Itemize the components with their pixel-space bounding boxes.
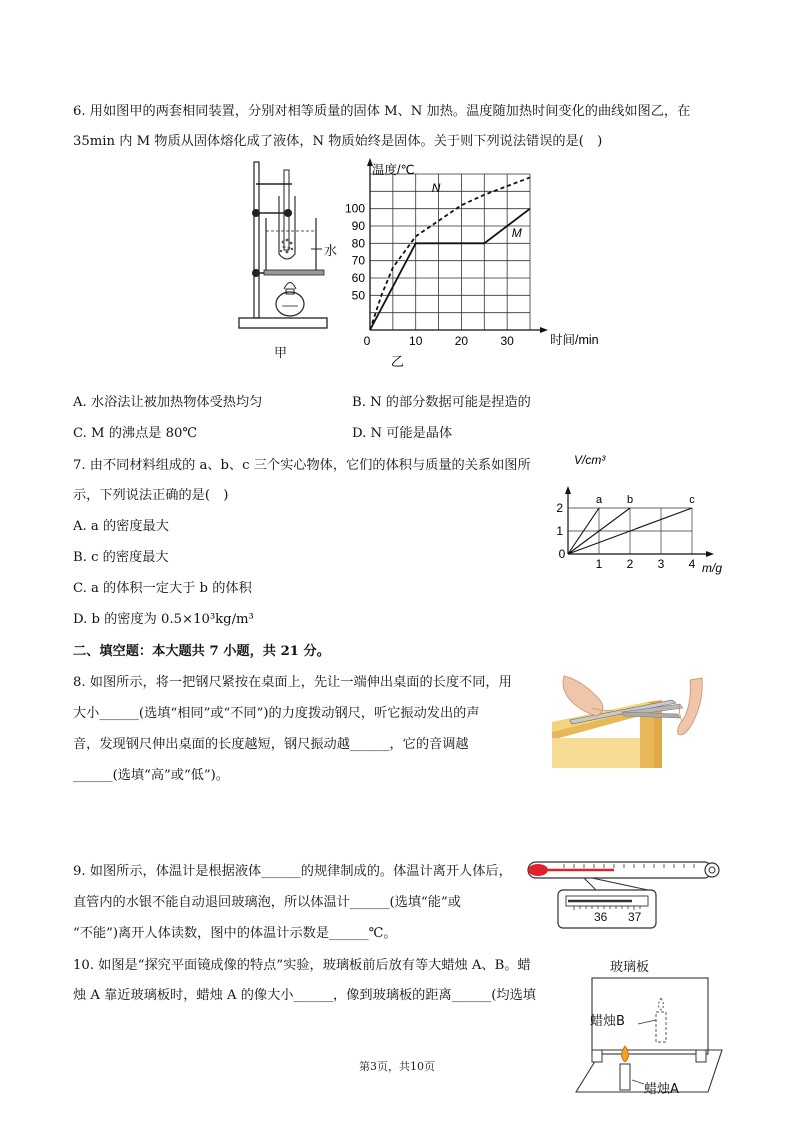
q9-line-2: 直管内的水银不能自动退回玻璃泡，所以体温计______(选填“能”或 xyxy=(73,895,461,910)
x-tick-label: 30 xyxy=(500,334,514,348)
series-label-b: b xyxy=(626,494,634,506)
x-tick-label: 0 xyxy=(363,334,371,348)
ruler-on-table-drawing xyxy=(552,672,712,770)
x-tick-label: 4 xyxy=(688,557,696,571)
thermometer-scale-36: 36 xyxy=(594,910,608,924)
x-axis-arrow xyxy=(540,327,548,333)
q8-line-4: ______(选填“高”或“低”)。 xyxy=(73,768,229,783)
y-axis-label: V/cm³ xyxy=(574,453,606,467)
series-label-n: N xyxy=(431,180,441,195)
temperature-time-chart xyxy=(340,160,599,370)
candle-a-label: 蜡烛A xyxy=(644,1082,679,1097)
q6-line-2: 35min 内 M 物质从固体熔化成了液体，N 物质始终是固体。关于则下列说法错误的是( ) xyxy=(73,134,603,149)
x-axis-label: m/g xyxy=(702,561,723,575)
series-line-M xyxy=(370,209,530,330)
figure-ruler-table xyxy=(552,672,712,770)
q7-line-1: 7. 由不同材料组成的 a、b、c 三个实心物体，它们的体积与质量的关系如图所 xyxy=(73,458,531,473)
origin-label: 0 xyxy=(558,547,566,561)
y-axis-label: 温度/℃ xyxy=(372,163,415,177)
q7-option-d[interactable]: D. b 的密度为 0.5×10³kg/m³ xyxy=(73,612,254,627)
figure-thermometer xyxy=(524,858,722,930)
thermometer-scale-37: 37 xyxy=(628,910,642,924)
q10-line-2: 烛 A 靠近玻璃板时，蜡烛 A 的像大小______，像到玻璃板的距离______(均选填 xyxy=(73,988,536,1003)
y-tick-label: 80 xyxy=(351,236,365,251)
volume-mass-chart xyxy=(554,452,734,582)
y-tick-label: 70 xyxy=(351,253,365,268)
figure-jia-caption: 甲 xyxy=(274,346,288,361)
y-tick-label: 60 xyxy=(351,271,365,285)
q8-line-1: 8. 如图所示，将一把钢尺紧按在桌面上，先让一端伸出桌面的长度不同，用 xyxy=(73,675,512,690)
y-tick-label: 1 xyxy=(556,524,563,538)
series-label-m: M xyxy=(511,225,522,240)
x-tick-label: 2 xyxy=(626,557,634,571)
q7-line-2: 示，下列说法正确的是( ) xyxy=(73,488,229,503)
water-label: 水 xyxy=(324,244,338,259)
y-tick-label: 100 xyxy=(344,201,365,216)
series-label-c: c xyxy=(689,494,695,506)
q10-line-1: 10. 如图是“探究平面镜成像的特点”实验，玻璃板前后放有等大蜡烛 A、B。蜡 xyxy=(73,958,531,973)
q6-line-1: 6. 用如图甲的两套相同装置，分别对相等质量的固体 M、N 加热。温度随加热时间变化的曲线如图乙，在 xyxy=(73,104,691,119)
figure-jia-apparatus xyxy=(236,156,346,361)
x-axis-arrow xyxy=(706,551,714,557)
x-tick-label: 3 xyxy=(657,557,665,571)
q6-option-a[interactable]: A. 水浴法让被加热物体受热均匀 xyxy=(73,395,263,410)
series-line-N xyxy=(370,177,530,330)
y-tick-label: 2 xyxy=(556,501,563,515)
series-label-a: a xyxy=(595,494,603,506)
q8-line-2: 大小______(选填“相同”或“不同”)的力度拨动钢尺，听它振动发出的声 xyxy=(73,706,480,721)
figure-plane-mirror xyxy=(572,952,732,1102)
section-2-heading: 二、填空题：本大题共 7 小题，共 21 分。 xyxy=(73,644,330,659)
x-tick-label: 10 xyxy=(409,334,423,348)
clinical-thermometer-drawing xyxy=(524,858,722,930)
q7-option-c[interactable]: C. a 的体积一定大于 b 的体积 xyxy=(73,581,252,596)
q7-option-a[interactable]: A. a 的密度最大 xyxy=(73,519,169,534)
q6-option-c[interactable]: C. M 的沸点是 80℃ xyxy=(73,426,198,441)
candle-b-label: 蜡烛B xyxy=(590,1014,625,1029)
q7-option-b[interactable]: B. c 的密度最大 xyxy=(73,550,169,565)
figure-yi-chart xyxy=(340,160,599,370)
q6-option-d[interactable]: D. N 可能是晶体 xyxy=(352,426,453,441)
q9-line-3: “不能”)离开人体读数，图中的体温计示数是______℃。 xyxy=(73,926,397,941)
x-tick-label: 20 xyxy=(454,334,469,348)
x-axis-label: 时间/min xyxy=(550,333,599,347)
figure-volume-mass-chart xyxy=(554,452,734,582)
y-tick-label: 90 xyxy=(351,219,365,233)
x-tick-label: 1 xyxy=(595,557,603,571)
q8-line-3: 音，发现钢尺伸出桌面的长度越短，钢尺振动越______，它的音调越 xyxy=(73,737,469,752)
glass-plate-label: 玻璃板 xyxy=(610,960,650,975)
figure-yi-caption: 乙 xyxy=(390,354,404,369)
page-footer: 第3页，共10页 xyxy=(359,1060,435,1073)
q9-line-1: 9. 如图所示，体温计是根据液体______的规律制成的。体温计离开人体后， xyxy=(73,864,512,879)
y-tick-label: 50 xyxy=(351,288,365,303)
y-axis-arrow xyxy=(565,486,571,494)
q6-option-b[interactable]: B. N 的部分数据可能是捏造的 xyxy=(352,395,531,410)
